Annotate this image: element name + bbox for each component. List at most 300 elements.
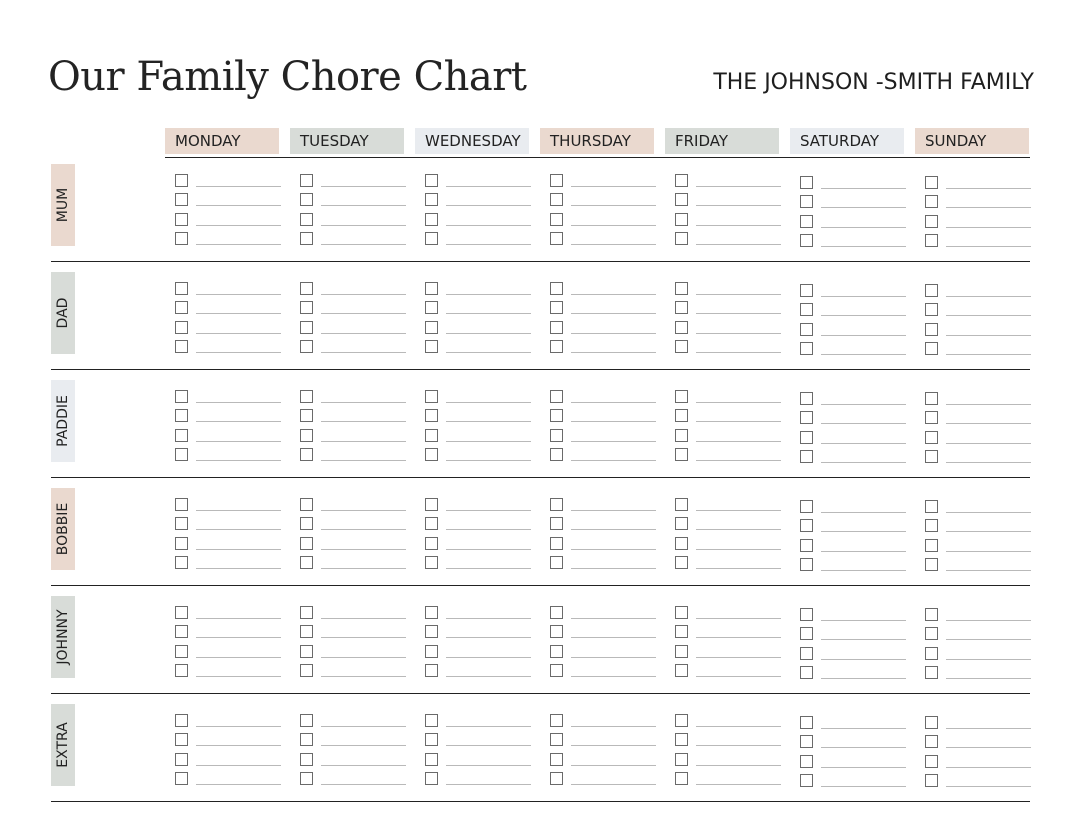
chore-checkbox[interactable]: [925, 666, 938, 679]
chore-checkbox[interactable]: [675, 340, 688, 353]
chore-write-line[interactable]: [696, 745, 781, 746]
chore-checkbox[interactable]: [925, 392, 938, 405]
chore-checkbox[interactable]: [425, 753, 438, 766]
chore-checkbox[interactable]: [300, 232, 313, 245]
chore-write-line[interactable]: [571, 205, 656, 206]
chore-write-line[interactable]: [196, 657, 281, 658]
chore-write-line[interactable]: [946, 227, 1031, 228]
chore-write-line[interactable]: [696, 352, 781, 353]
chore-write-line[interactable]: [571, 676, 656, 677]
chore-write-line[interactable]: [946, 639, 1031, 640]
chore-write-line[interactable]: [571, 568, 656, 569]
chore-checkbox[interactable]: [175, 772, 188, 785]
chore-checkbox[interactable]: [175, 753, 188, 766]
chore-checkbox[interactable]: [675, 498, 688, 511]
chore-write-line[interactable]: [446, 205, 531, 206]
chore-checkbox[interactable]: [175, 625, 188, 638]
chore-checkbox[interactable]: [925, 735, 938, 748]
chore-write-line[interactable]: [946, 443, 1031, 444]
chore-write-line[interactable]: [571, 313, 656, 314]
chore-write-line[interactable]: [571, 726, 656, 727]
chore-checkbox[interactable]: [300, 213, 313, 226]
chore-checkbox[interactable]: [925, 755, 938, 768]
chore-checkbox[interactable]: [675, 174, 688, 187]
chore-checkbox[interactable]: [675, 193, 688, 206]
chore-checkbox[interactable]: [800, 627, 813, 640]
chore-checkbox[interactable]: [425, 556, 438, 569]
chore-write-line[interactable]: [446, 244, 531, 245]
chore-checkbox[interactable]: [175, 714, 188, 727]
chore-write-line[interactable]: [196, 726, 281, 727]
chore-checkbox[interactable]: [175, 556, 188, 569]
chore-checkbox[interactable]: [425, 606, 438, 619]
chore-write-line[interactable]: [821, 207, 906, 208]
chore-write-line[interactable]: [946, 570, 1031, 571]
chore-checkbox[interactable]: [425, 232, 438, 245]
chore-checkbox[interactable]: [300, 625, 313, 638]
chore-write-line[interactable]: [696, 333, 781, 334]
chore-checkbox[interactable]: [425, 625, 438, 638]
chore-write-line[interactable]: [446, 186, 531, 187]
chore-checkbox[interactable]: [800, 342, 813, 355]
chore-write-line[interactable]: [946, 462, 1031, 463]
chore-write-line[interactable]: [821, 531, 906, 532]
chore-checkbox[interactable]: [175, 213, 188, 226]
chore-write-line[interactable]: [571, 225, 656, 226]
chore-write-line[interactable]: [571, 765, 656, 766]
chore-write-line[interactable]: [196, 333, 281, 334]
chore-checkbox[interactable]: [550, 301, 563, 314]
chore-checkbox[interactable]: [675, 625, 688, 638]
chore-write-line[interactable]: [571, 637, 656, 638]
chore-checkbox[interactable]: [300, 537, 313, 550]
chore-write-line[interactable]: [321, 294, 406, 295]
chore-write-line[interactable]: [946, 786, 1031, 787]
chore-checkbox[interactable]: [800, 323, 813, 336]
chore-checkbox[interactable]: [425, 498, 438, 511]
chore-write-line[interactable]: [696, 225, 781, 226]
chore-checkbox[interactable]: [800, 215, 813, 228]
chore-checkbox[interactable]: [550, 282, 563, 295]
chore-checkbox[interactable]: [175, 498, 188, 511]
chore-checkbox[interactable]: [425, 282, 438, 295]
chore-write-line[interactable]: [946, 767, 1031, 768]
chore-write-line[interactable]: [446, 460, 531, 461]
chore-checkbox[interactable]: [175, 282, 188, 295]
chore-write-line[interactable]: [571, 784, 656, 785]
chore-checkbox[interactable]: [800, 284, 813, 297]
chore-checkbox[interactable]: [550, 517, 563, 530]
chore-write-line[interactable]: [196, 618, 281, 619]
chore-write-line[interactable]: [321, 676, 406, 677]
chore-checkbox[interactable]: [425, 174, 438, 187]
chore-checkbox[interactable]: [800, 716, 813, 729]
chore-write-line[interactable]: [821, 786, 906, 787]
chore-checkbox[interactable]: [675, 714, 688, 727]
chore-write-line[interactable]: [946, 423, 1031, 424]
chore-checkbox[interactable]: [175, 174, 188, 187]
chore-write-line[interactable]: [446, 568, 531, 569]
chore-write-line[interactable]: [321, 529, 406, 530]
chore-checkbox[interactable]: [800, 666, 813, 679]
chore-checkbox[interactable]: [175, 448, 188, 461]
chore-write-line[interactable]: [321, 402, 406, 403]
chore-write-line[interactable]: [696, 529, 781, 530]
chore-write-line[interactable]: [946, 659, 1031, 660]
chore-write-line[interactable]: [446, 745, 531, 746]
chore-write-line[interactable]: [196, 402, 281, 403]
chore-checkbox[interactable]: [675, 409, 688, 422]
chore-checkbox[interactable]: [800, 431, 813, 444]
chore-checkbox[interactable]: [925, 342, 938, 355]
chore-checkbox[interactable]: [925, 431, 938, 444]
chore-checkbox[interactable]: [425, 390, 438, 403]
chore-write-line[interactable]: [196, 784, 281, 785]
chore-write-line[interactable]: [821, 404, 906, 405]
chore-write-line[interactable]: [946, 551, 1031, 552]
chore-write-line[interactable]: [696, 618, 781, 619]
chore-checkbox[interactable]: [675, 772, 688, 785]
chore-write-line[interactable]: [196, 460, 281, 461]
chore-write-line[interactable]: [196, 294, 281, 295]
chore-write-line[interactable]: [821, 728, 906, 729]
chore-checkbox[interactable]: [550, 448, 563, 461]
chore-write-line[interactable]: [446, 352, 531, 353]
chore-checkbox[interactable]: [675, 753, 688, 766]
chore-write-line[interactable]: [321, 333, 406, 334]
chore-checkbox[interactable]: [425, 714, 438, 727]
chore-write-line[interactable]: [446, 225, 531, 226]
chore-write-line[interactable]: [696, 186, 781, 187]
chore-write-line[interactable]: [446, 726, 531, 727]
chore-checkbox[interactable]: [425, 213, 438, 226]
chore-checkbox[interactable]: [300, 282, 313, 295]
chore-write-line[interactable]: [696, 549, 781, 550]
chore-write-line[interactable]: [446, 333, 531, 334]
chore-checkbox[interactable]: [675, 606, 688, 619]
chore-checkbox[interactable]: [550, 340, 563, 353]
chore-write-line[interactable]: [196, 549, 281, 550]
chore-checkbox[interactable]: [800, 303, 813, 316]
chore-checkbox[interactable]: [925, 774, 938, 787]
chore-write-line[interactable]: [446, 784, 531, 785]
chore-write-line[interactable]: [321, 745, 406, 746]
chore-checkbox[interactable]: [800, 539, 813, 552]
chore-checkbox[interactable]: [675, 537, 688, 550]
chore-write-line[interactable]: [946, 531, 1031, 532]
chore-checkbox[interactable]: [550, 556, 563, 569]
chore-checkbox[interactable]: [175, 429, 188, 442]
chore-checkbox[interactable]: [800, 647, 813, 660]
chore-checkbox[interactable]: [300, 753, 313, 766]
chore-checkbox[interactable]: [425, 193, 438, 206]
chore-write-line[interactable]: [196, 510, 281, 511]
chore-write-line[interactable]: [446, 657, 531, 658]
chore-write-line[interactable]: [821, 423, 906, 424]
chore-write-line[interactable]: [446, 510, 531, 511]
chore-checkbox[interactable]: [425, 517, 438, 530]
chore-checkbox[interactable]: [550, 625, 563, 638]
chore-checkbox[interactable]: [425, 537, 438, 550]
chore-write-line[interactable]: [321, 549, 406, 550]
chore-checkbox[interactable]: [800, 558, 813, 571]
chore-checkbox[interactable]: [925, 195, 938, 208]
chore-write-line[interactable]: [696, 313, 781, 314]
chore-checkbox[interactable]: [800, 755, 813, 768]
chore-write-line[interactable]: [571, 745, 656, 746]
chore-write-line[interactable]: [571, 549, 656, 550]
chore-checkbox[interactable]: [925, 519, 938, 532]
chore-checkbox[interactable]: [425, 448, 438, 461]
chore-write-line[interactable]: [821, 747, 906, 748]
chore-checkbox[interactable]: [175, 517, 188, 530]
chore-checkbox[interactable]: [300, 340, 313, 353]
chore-checkbox[interactable]: [675, 517, 688, 530]
chore-write-line[interactable]: [696, 568, 781, 569]
chore-checkbox[interactable]: [925, 234, 938, 247]
chore-checkbox[interactable]: [550, 321, 563, 334]
chore-write-line[interactable]: [946, 512, 1031, 513]
chore-checkbox[interactable]: [550, 714, 563, 727]
chore-write-line[interactable]: [571, 352, 656, 353]
chore-write-line[interactable]: [571, 441, 656, 442]
chore-write-line[interactable]: [446, 313, 531, 314]
chore-checkbox[interactable]: [550, 606, 563, 619]
chore-write-line[interactable]: [571, 460, 656, 461]
chore-write-line[interactable]: [571, 510, 656, 511]
chore-write-line[interactable]: [321, 657, 406, 658]
chore-checkbox[interactable]: [925, 716, 938, 729]
chore-checkbox[interactable]: [175, 664, 188, 677]
chore-write-line[interactable]: [571, 402, 656, 403]
chore-write-line[interactable]: [946, 354, 1031, 355]
chore-write-line[interactable]: [446, 765, 531, 766]
chore-write-line[interactable]: [321, 313, 406, 314]
chore-checkbox[interactable]: [425, 733, 438, 746]
chore-write-line[interactable]: [571, 421, 656, 422]
chore-checkbox[interactable]: [675, 645, 688, 658]
chore-checkbox[interactable]: [925, 284, 938, 297]
chore-write-line[interactable]: [696, 726, 781, 727]
chore-write-line[interactable]: [946, 296, 1031, 297]
chore-write-line[interactable]: [821, 551, 906, 552]
chore-write-line[interactable]: [196, 529, 281, 530]
chore-checkbox[interactable]: [425, 340, 438, 353]
chore-write-line[interactable]: [321, 510, 406, 511]
chore-checkbox[interactable]: [300, 733, 313, 746]
chore-write-line[interactable]: [821, 227, 906, 228]
chore-write-line[interactable]: [696, 441, 781, 442]
chore-write-line[interactable]: [196, 244, 281, 245]
chore-checkbox[interactable]: [300, 301, 313, 314]
chore-write-line[interactable]: [196, 568, 281, 569]
chore-checkbox[interactable]: [550, 193, 563, 206]
chore-write-line[interactable]: [196, 421, 281, 422]
chore-checkbox[interactable]: [175, 606, 188, 619]
chore-checkbox[interactable]: [175, 390, 188, 403]
chore-checkbox[interactable]: [175, 301, 188, 314]
chore-checkbox[interactable]: [675, 390, 688, 403]
chore-checkbox[interactable]: [300, 664, 313, 677]
chore-write-line[interactable]: [571, 657, 656, 658]
chore-checkbox[interactable]: [300, 321, 313, 334]
chore-write-line[interactable]: [196, 676, 281, 677]
chore-write-line[interactable]: [446, 294, 531, 295]
chore-checkbox[interactable]: [175, 193, 188, 206]
chore-checkbox[interactable]: [300, 448, 313, 461]
chore-checkbox[interactable]: [550, 664, 563, 677]
chore-checkbox[interactable]: [800, 608, 813, 621]
chore-write-line[interactable]: [696, 510, 781, 511]
chore-write-line[interactable]: [321, 205, 406, 206]
chore-write-line[interactable]: [821, 659, 906, 660]
chore-write-line[interactable]: [821, 639, 906, 640]
chore-write-line[interactable]: [196, 637, 281, 638]
chore-write-line[interactable]: [321, 637, 406, 638]
chore-checkbox[interactable]: [300, 429, 313, 442]
chore-checkbox[interactable]: [675, 213, 688, 226]
chore-write-line[interactable]: [446, 441, 531, 442]
chore-write-line[interactable]: [321, 726, 406, 727]
chore-write-line[interactable]: [321, 352, 406, 353]
chore-write-line[interactable]: [446, 529, 531, 530]
chore-write-line[interactable]: [821, 246, 906, 247]
chore-write-line[interactable]: [821, 315, 906, 316]
chore-write-line[interactable]: [571, 186, 656, 187]
chore-write-line[interactable]: [571, 618, 656, 619]
chore-write-line[interactable]: [571, 244, 656, 245]
chore-write-line[interactable]: [696, 784, 781, 785]
chore-write-line[interactable]: [696, 460, 781, 461]
chore-write-line[interactable]: [821, 296, 906, 297]
chore-write-line[interactable]: [696, 402, 781, 403]
chore-checkbox[interactable]: [425, 321, 438, 334]
chore-write-line[interactable]: [821, 443, 906, 444]
chore-write-line[interactable]: [821, 512, 906, 513]
chore-write-line[interactable]: [946, 678, 1031, 679]
chore-write-line[interactable]: [321, 441, 406, 442]
chore-checkbox[interactable]: [800, 450, 813, 463]
chore-checkbox[interactable]: [300, 517, 313, 530]
chore-checkbox[interactable]: [800, 774, 813, 787]
chore-write-line[interactable]: [946, 335, 1031, 336]
chore-checkbox[interactable]: [425, 645, 438, 658]
chore-checkbox[interactable]: [675, 282, 688, 295]
chore-checkbox[interactable]: [550, 733, 563, 746]
chore-checkbox[interactable]: [925, 500, 938, 513]
chore-checkbox[interactable]: [675, 664, 688, 677]
chore-write-line[interactable]: [821, 678, 906, 679]
chore-write-line[interactable]: [821, 767, 906, 768]
chore-checkbox[interactable]: [175, 232, 188, 245]
chore-checkbox[interactable]: [550, 753, 563, 766]
chore-write-line[interactable]: [571, 333, 656, 334]
chore-write-line[interactable]: [696, 657, 781, 658]
chore-write-line[interactable]: [946, 246, 1031, 247]
chore-checkbox[interactable]: [300, 390, 313, 403]
chore-write-line[interactable]: [821, 620, 906, 621]
chore-checkbox[interactable]: [925, 411, 938, 424]
chore-write-line[interactable]: [696, 294, 781, 295]
chore-write-line[interactable]: [946, 404, 1031, 405]
chore-checkbox[interactable]: [300, 498, 313, 511]
chore-checkbox[interactable]: [550, 498, 563, 511]
chore-checkbox[interactable]: [425, 301, 438, 314]
chore-checkbox[interactable]: [175, 733, 188, 746]
chore-checkbox[interactable]: [300, 714, 313, 727]
chore-write-line[interactable]: [821, 335, 906, 336]
chore-checkbox[interactable]: [175, 409, 188, 422]
chore-write-line[interactable]: [196, 225, 281, 226]
chore-checkbox[interactable]: [675, 733, 688, 746]
chore-write-line[interactable]: [946, 728, 1031, 729]
chore-write-line[interactable]: [821, 188, 906, 189]
chore-write-line[interactable]: [321, 765, 406, 766]
chore-write-line[interactable]: [321, 421, 406, 422]
chore-write-line[interactable]: [571, 294, 656, 295]
chore-checkbox[interactable]: [550, 429, 563, 442]
chore-write-line[interactable]: [196, 313, 281, 314]
chore-checkbox[interactable]: [925, 215, 938, 228]
chore-checkbox[interactable]: [675, 301, 688, 314]
chore-checkbox[interactable]: [425, 772, 438, 785]
chore-write-line[interactable]: [696, 676, 781, 677]
chore-checkbox[interactable]: [800, 234, 813, 247]
chore-checkbox[interactable]: [550, 645, 563, 658]
chore-write-line[interactable]: [696, 421, 781, 422]
chore-checkbox[interactable]: [925, 303, 938, 316]
chore-checkbox[interactable]: [550, 174, 563, 187]
chore-checkbox[interactable]: [300, 174, 313, 187]
chore-checkbox[interactable]: [800, 392, 813, 405]
chore-write-line[interactable]: [196, 352, 281, 353]
chore-checkbox[interactable]: [800, 519, 813, 532]
chore-checkbox[interactable]: [300, 193, 313, 206]
chore-write-line[interactable]: [821, 462, 906, 463]
chore-write-line[interactable]: [946, 747, 1031, 748]
chore-write-line[interactable]: [946, 188, 1031, 189]
chore-checkbox[interactable]: [550, 213, 563, 226]
chore-write-line[interactable]: [946, 315, 1031, 316]
chore-write-line[interactable]: [196, 745, 281, 746]
chore-write-line[interactable]: [196, 186, 281, 187]
chore-checkbox[interactable]: [300, 606, 313, 619]
chore-write-line[interactable]: [446, 402, 531, 403]
chore-checkbox[interactable]: [925, 608, 938, 621]
chore-write-line[interactable]: [696, 244, 781, 245]
chore-checkbox[interactable]: [300, 645, 313, 658]
chore-write-line[interactable]: [321, 460, 406, 461]
chore-write-line[interactable]: [196, 765, 281, 766]
chore-checkbox[interactable]: [175, 340, 188, 353]
chore-checkbox[interactable]: [175, 645, 188, 658]
chore-checkbox[interactable]: [800, 176, 813, 189]
chore-checkbox[interactable]: [925, 558, 938, 571]
chore-checkbox[interactable]: [925, 627, 938, 640]
chore-write-line[interactable]: [696, 637, 781, 638]
chore-checkbox[interactable]: [800, 411, 813, 424]
chore-checkbox[interactable]: [800, 195, 813, 208]
chore-checkbox[interactable]: [675, 556, 688, 569]
chore-write-line[interactable]: [696, 765, 781, 766]
chore-checkbox[interactable]: [925, 450, 938, 463]
chore-checkbox[interactable]: [175, 321, 188, 334]
chore-checkbox[interactable]: [550, 537, 563, 550]
chore-write-line[interactable]: [696, 205, 781, 206]
chore-write-line[interactable]: [446, 618, 531, 619]
chore-checkbox[interactable]: [925, 323, 938, 336]
chore-checkbox[interactable]: [425, 429, 438, 442]
